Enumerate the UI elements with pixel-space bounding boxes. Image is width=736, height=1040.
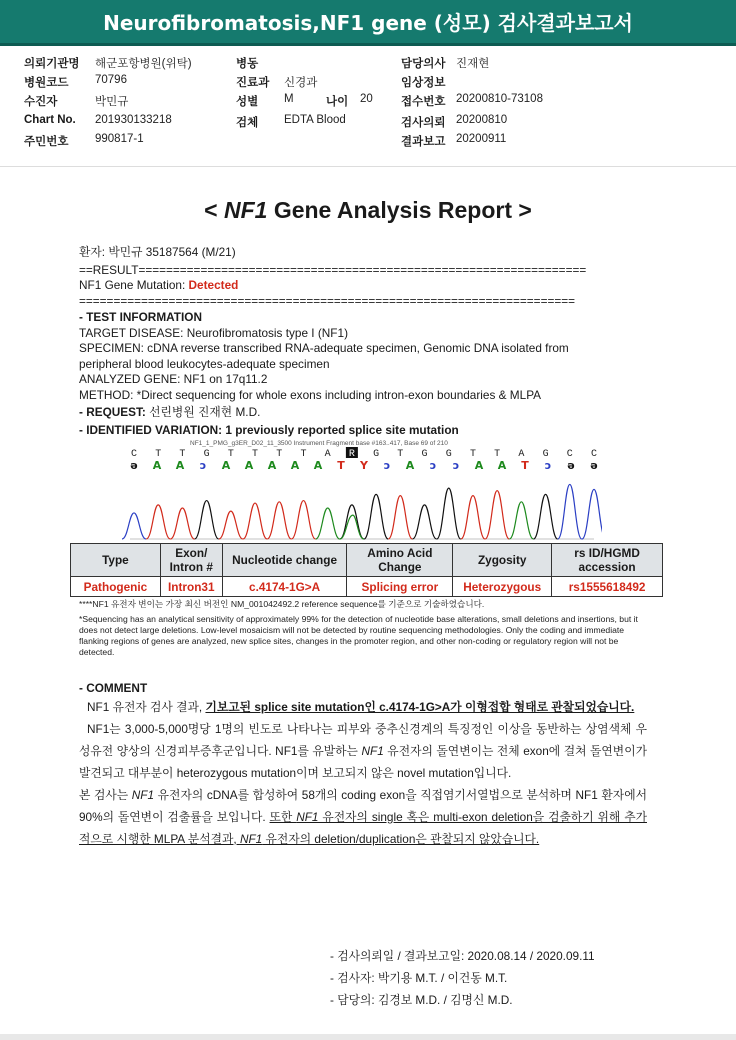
meta-row bbox=[24, 133, 724, 152]
report-dates: - 검사의뢰일 / 결과보고일: 2020.08.14 / 2020.09.11 bbox=[330, 949, 595, 963]
trace-peak bbox=[413, 505, 437, 539]
base-call-secondary: ə bbox=[590, 459, 598, 472]
meta-value: 990817-1 bbox=[95, 133, 144, 145]
gene-italic: NF1 bbox=[296, 810, 319, 824]
meta-row bbox=[24, 74, 724, 93]
column-header: Nucleotide change bbox=[222, 544, 347, 577]
meta-label: 수진자 bbox=[24, 96, 58, 108]
meta-label: 검체 bbox=[236, 117, 259, 129]
base-call-secondary: ɔ bbox=[429, 459, 437, 472]
report-title-rest: Gene Analysis Report > bbox=[267, 197, 532, 223]
meta-value: 진재현 bbox=[456, 58, 490, 70]
meta-value: 해군포항병원(위탁) bbox=[95, 58, 192, 70]
base-call: C bbox=[590, 449, 598, 460]
variant-table-header bbox=[71, 544, 663, 577]
base-call: A bbox=[324, 449, 331, 460]
meta-value: 201930133218 bbox=[95, 114, 172, 126]
meta-value: 20200911 bbox=[456, 133, 507, 145]
base-call-secondary: ə bbox=[130, 459, 138, 472]
trace-peak bbox=[243, 503, 267, 539]
meta-label: 성별 bbox=[236, 96, 259, 108]
base-call: G bbox=[203, 449, 210, 460]
meta-row bbox=[24, 93, 724, 112]
comment-paragraph bbox=[79, 718, 647, 784]
base-call: T bbox=[300, 449, 307, 460]
comment-underline: 또한 bbox=[269, 810, 297, 824]
trace-peak bbox=[316, 508, 340, 539]
mutation-line bbox=[79, 278, 651, 294]
footnote-reference-sequence: ****NF1 유전자 변이는 가장 최신 버전인 NM_001042492.2 reference sequence를 기준으로 기술하였습니다. bbox=[79, 599, 485, 609]
trace-peak bbox=[267, 502, 291, 539]
meta-label: 결과보고 bbox=[401, 136, 446, 148]
base-call-secondary: A bbox=[405, 459, 415, 472]
column-header: Amino Acid Change bbox=[347, 544, 453, 577]
base-call-secondary: A bbox=[474, 459, 484, 472]
identified-variation-heading: - IDENTIFIED VARIATION: 1 previously reported splice site mutation bbox=[79, 422, 459, 437]
trace-peak bbox=[461, 496, 485, 539]
chromatogram-svg bbox=[122, 440, 602, 544]
specimen-line: SPECIMEN: cDNA reverse transcribed RNA-adequate specimen, Genomic DNA isolated from bbox=[79, 341, 569, 355]
base-call-secondary: A bbox=[497, 459, 507, 472]
trace-peak bbox=[485, 491, 509, 539]
trace-peak-secondary bbox=[340, 515, 364, 539]
base-call: G bbox=[421, 449, 428, 460]
report-title bbox=[0, 197, 736, 224]
result-separator: ==RESULT================================================================= bbox=[79, 262, 587, 277]
comment-emphasis: 기보고된 splice site mutation인 c.4174-1G>A가 이형접합 형태로 관찰되었습니다. bbox=[205, 700, 635, 714]
tested-by: - 검사자: 박기용 M.T. / 이건동 M.T. bbox=[330, 971, 508, 985]
bottom-base-row bbox=[130, 459, 597, 472]
base-call-secondary: ɔ bbox=[199, 459, 207, 472]
base-call-secondary: ɔ bbox=[452, 459, 460, 472]
comment-paragraph bbox=[79, 696, 647, 718]
base-call: C bbox=[566, 449, 573, 460]
base-call-secondary: A bbox=[152, 459, 162, 472]
meta-label: Chart No. bbox=[24, 114, 76, 126]
base-call: T bbox=[276, 449, 283, 460]
base-call: A bbox=[518, 449, 525, 460]
mutation-label: NF1 Gene Mutation: bbox=[79, 278, 189, 292]
meta-label: 검사의뢰 bbox=[401, 117, 446, 129]
result-block bbox=[79, 245, 651, 309]
signature-block bbox=[330, 945, 595, 1011]
base-call: T bbox=[252, 449, 259, 460]
base-call: T bbox=[227, 449, 234, 460]
base-call-secondary: ɔ bbox=[383, 459, 391, 472]
base-call-secondary: A bbox=[313, 459, 323, 472]
report-header-title: Neurofibromatosis,NF1 gene (성모) 검사결과보고서 bbox=[103, 11, 633, 35]
method-line: METHOD: *Direct sequencing for whole exons including intron-exon boundaries & MLPA bbox=[79, 387, 542, 402]
meta-label: 나이 bbox=[326, 96, 349, 108]
patient-line: 환자: 박민규 35187564 (M/21) bbox=[79, 245, 236, 259]
gene-italic: NF1 bbox=[131, 788, 155, 802]
meta-value: 박민규 bbox=[95, 96, 129, 108]
base-call-secondary: A bbox=[244, 459, 254, 472]
meta-value: 20 bbox=[360, 93, 373, 105]
meta-value: EDTA Blood bbox=[284, 114, 346, 126]
base-call: T bbox=[179, 449, 186, 460]
base-call-secondary: A bbox=[175, 459, 185, 472]
base-call-secondary: A bbox=[267, 459, 277, 472]
base-call-secondary: A bbox=[290, 459, 300, 472]
analyzed-gene: ANALYZED GENE: NF1 on 17q11.2 bbox=[79, 372, 268, 386]
request-value: 선린병원 진재현 M.D. bbox=[149, 405, 261, 419]
trace-peak bbox=[582, 489, 602, 539]
base-call: C bbox=[130, 449, 138, 460]
comment-underline: 유전자의 deletion/duplication은 관찰되지 않았습니다. bbox=[262, 832, 540, 846]
base-call-secondary: T bbox=[521, 459, 529, 472]
comment-block bbox=[79, 681, 647, 850]
comment-text: 유전자의 cDNA를 합성하여 58개의 coding exon을 직접염기서열법으로 분석하며 NF1 환자에서 90%의 돌연변이 검출률을 보입니다. bbox=[79, 788, 647, 824]
base-call: G bbox=[542, 449, 549, 460]
base-call-secondary: ə bbox=[567, 459, 575, 472]
gene-italic: NF1 bbox=[361, 744, 384, 758]
meta-value: M bbox=[284, 93, 294, 105]
table-row bbox=[71, 577, 663, 597]
meta-label: 진료과 bbox=[236, 77, 270, 89]
trace-peak bbox=[534, 494, 558, 539]
trace-peak bbox=[219, 511, 243, 539]
meta-row bbox=[24, 114, 724, 133]
table-cell: Pathogenic bbox=[71, 577, 161, 597]
chromatogram bbox=[122, 440, 602, 544]
base-call: T bbox=[494, 449, 501, 460]
base-call: G bbox=[445, 449, 452, 460]
meta-label: 병동 bbox=[236, 58, 259, 70]
trace-peak bbox=[170, 508, 194, 539]
meta-label: 접수번호 bbox=[401, 96, 446, 108]
chromatogram-header: NF1_1_PMG_g3ER_D02_11_3500 Instrument Fragment base #163..417, Base 69 of 210 bbox=[190, 440, 448, 447]
meta-label: 병원코드 bbox=[24, 77, 69, 89]
comment-heading: - COMMENT bbox=[79, 681, 148, 695]
request-line bbox=[79, 405, 659, 421]
comment-text: 본 검사는 bbox=[79, 788, 132, 802]
table-cell: Heterozygous bbox=[453, 577, 552, 597]
footnote-sensitivity: *Sequencing has an analytical sensitivity of approximately 99% for the detection of nucleotide base alterations, small deletions and insertions, but it does not detect large deletions. Low-level mosaicism will not be detected by routine sequencing methodologies. Only the coding and immediate flanking regions of genes are analyzed, new splice sites, changes in the promoter region, and other non-coding or regulatory region will not be detected. bbox=[79, 614, 638, 657]
trace-peak bbox=[146, 505, 170, 539]
variant-table bbox=[70, 543, 663, 597]
base-call-secondary: A bbox=[221, 459, 231, 472]
table-cell: Splicing error bbox=[347, 577, 453, 597]
column-header: Exon/ Intron # bbox=[160, 544, 222, 577]
physicians: - 담당의: 김경보 M.D. / 김명신 M.D. bbox=[330, 993, 513, 1007]
comment-text: 유전자의 돌연변이는 전체 exon에 걸쳐 돌연변이가 발견되고 대부분이 heterozygous mutation이며 보고되지 않은 novel mutation입니다. bbox=[79, 744, 647, 780]
table-cell: c.4174-1G>A bbox=[222, 577, 347, 597]
mutation-status: Detected bbox=[188, 278, 239, 292]
gene-italic: NF1 bbox=[239, 832, 263, 846]
meta-value: 20200810 bbox=[456, 114, 508, 126]
page-bottom-strip bbox=[0, 1034, 736, 1040]
test-info-block bbox=[79, 310, 659, 438]
comment-text: NF1는 3,000-5,000명당 1명의 빈도로 나타나는 피부와 중추신경계의 특징정인 이상을 동반하는 상염색체 우성유전 양상의 신경피부증후군입니다. NF1를 유발하는 bbox=[79, 722, 647, 758]
meta-value: 70796 bbox=[95, 74, 127, 86]
meta-label: 의뢰기관명 bbox=[24, 58, 80, 70]
meta-value: 20200810-73108 bbox=[456, 93, 543, 105]
trace-peak bbox=[558, 484, 582, 539]
table-cell: rs1555618492 bbox=[552, 577, 663, 597]
comment-text: NF1 유전자 검사 결과, bbox=[87, 700, 206, 714]
base-call-secondary: Y bbox=[360, 459, 368, 472]
trace-peak bbox=[388, 496, 412, 539]
meta-row bbox=[24, 55, 724, 74]
trace-peak bbox=[195, 501, 219, 539]
trace-peak bbox=[437, 488, 461, 539]
target-disease: TARGET DISEASE: Neurofibromatosis type I (NF1) bbox=[79, 325, 349, 340]
column-header: Type bbox=[71, 544, 161, 577]
trace-peaks bbox=[122, 484, 602, 539]
trace-peak bbox=[364, 494, 388, 539]
base-call-secondary: T bbox=[337, 459, 345, 472]
request-label: - REQUEST: bbox=[79, 405, 146, 419]
base-call: T bbox=[155, 449, 162, 460]
section-heading: - TEST INFORMATION bbox=[79, 310, 202, 324]
specimen-line: peripheral blood leukocytes-adequate specimen bbox=[79, 356, 330, 371]
report-title-gene: NF1 bbox=[223, 197, 268, 223]
base-call-secondary: ɔ bbox=[544, 459, 552, 472]
report-header-bar bbox=[0, 0, 736, 46]
report-title-open: < bbox=[204, 197, 224, 223]
base-call: T bbox=[397, 449, 404, 460]
meta-label: 주민번호 bbox=[24, 136, 69, 148]
column-header: Zygosity bbox=[453, 544, 552, 577]
meta-label: 담당의사 bbox=[401, 58, 446, 70]
trace-peak bbox=[291, 501, 315, 539]
meta-label: 임상정보 bbox=[401, 77, 446, 89]
trace-peak bbox=[509, 502, 533, 539]
comment-underline: 유전자의 single 혹은 multi-exon deletion을 검출하기 위해 추가적으로 시행한 MLPA 분석결과, bbox=[79, 810, 647, 846]
base-call: R bbox=[348, 449, 355, 460]
comment-paragraph bbox=[79, 784, 647, 850]
table-cell: Intron31 bbox=[160, 577, 222, 597]
separator-line: ======================================================================== bbox=[79, 293, 576, 308]
column-header: rs ID/HGMD accession bbox=[552, 544, 663, 577]
trace-peak bbox=[122, 513, 146, 539]
base-call: G bbox=[373, 449, 380, 460]
base-call: T bbox=[469, 449, 476, 460]
meta-value: 신경과 bbox=[284, 77, 318, 89]
